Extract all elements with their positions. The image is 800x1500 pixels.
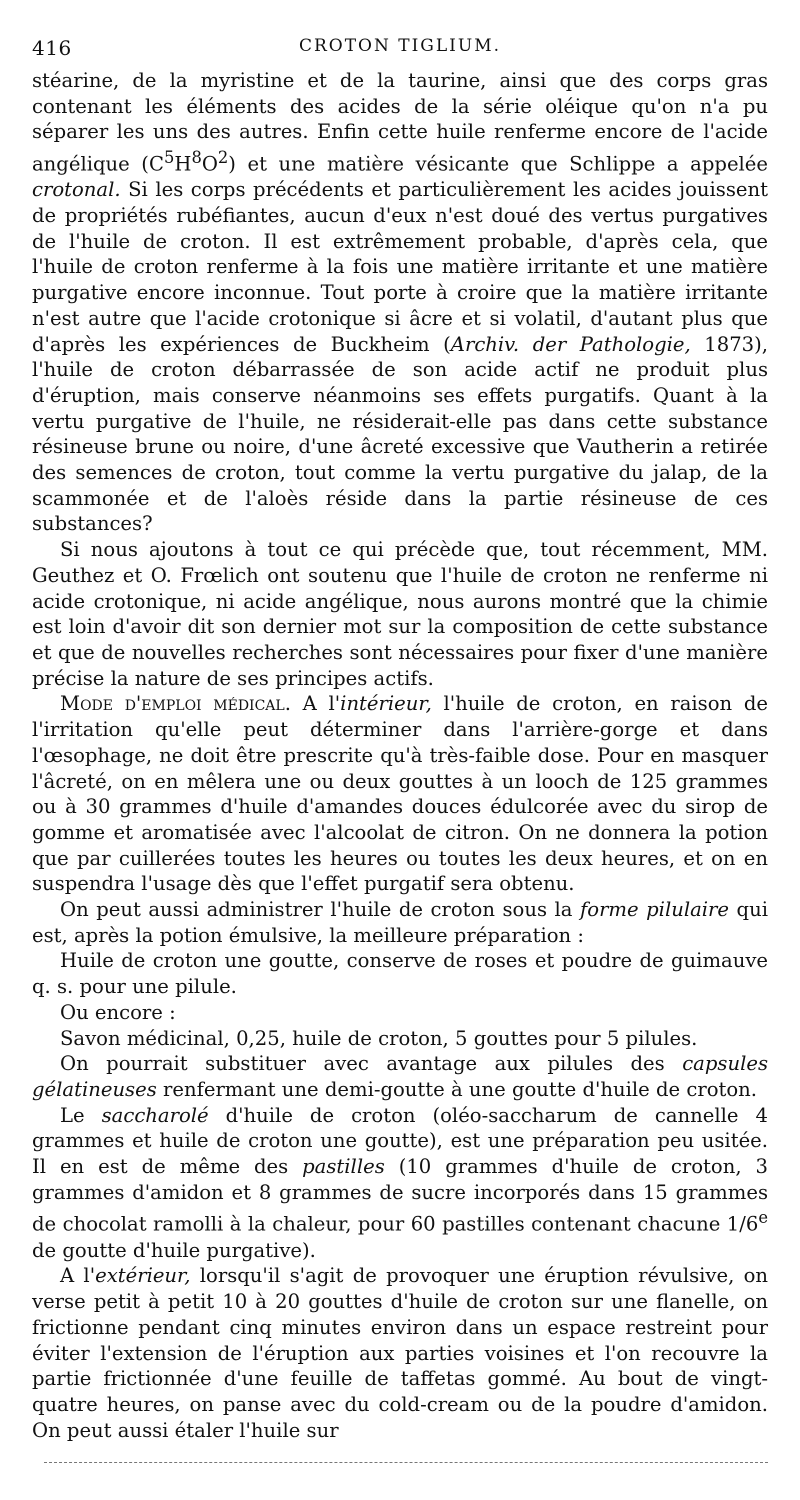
paragraph-10: A l'extérieur, lorsqu'il s'agit de provoquer une éruption révulsive, on verse petit à petit 10 à 20 gouttes d'huile de croton sur une flanelle, on frictionne pendant cinq minutes environ dans un espace restreint pour éviter l'extension de l'éruption aux parties voisines et l'on recouvre la partie frictionnée d'une feuille de taffetas gommé. Au bout de vingt-quatre heures, on panse avec du cold-cream ou de la poudre d'amidon. On peut aussi étaler l'huile sur xyxy=(32,1264,769,1442)
paragraph-3: Mode d'emploi médical. A l'intérieur, l'huile de croton, en raison de l'irritation qu'elle peut déterminer dans l'arrière-gorge et dans l'œsophage, ne doit être prescrite qu'à très-faible dose. Pour en masquer l'âcreté, on en mêlera une ou deux gouttes à un looch de 125 grammes ou à 30 grammes d'huile d'amandes douces édulcorée avec du sirop de gomme et aromatisée avec l'alcoolat de citron. On ne donnera la potion que par cuillerées toutes les heures ou toutes les deux heures, et on en suspendra l'usage dès que l'effet purgatif sera obtenu. xyxy=(32,692,768,896)
paragraph-9: Le saccharolé d'huile de croton (oléo-saccharum de cannelle 4 grammes et huile de croton une goutte), est une préparation peu usitée. Il en est de même des pastilles (10 grammes d'huile de croton, 3 grammes d'amidon et 8 grammes de sucre incorporés dans 15 grammes de chocolat ramolli à la chaleur, pour 60 pastilles contenant chacune 1/6e de goutte d'huile purgative). xyxy=(32,1103,768,1262)
running-title: CROTON TIGLIUM. xyxy=(298,36,502,56)
paragraph-1: stéarine, de la myristine et de la taurine, ainsi que des corps gras contenant les éléments des acides de la série oléique qu'on n'a pu séparer les uns des autres. Enfin cette huile renferme encore de l'acide angélique $(C^5H^8O^2)$ et une matière vésicante que Schlippe a appelée crotonal. Si les corps précédents et particulièrement les acides jouissent de propriétés rubéfiantes, aucun d'eux n'est doué des vertus purgatives de l'huile de croton. Il est extrêmement probable, d'après cela, que l'huile de croton renferme à la fois une matière irritante et une matière purgative encore inconnue. Tout porte à croire que la matière irritante n'est autre que l'acide crotonique si âcre et si volatil, d'autant plus que d'après les expériences de Buckheim (Archiv. der Pathologie, 1873), l'huile de croton débarrassée de son acide actif ne produit plus d'éruption, mais conserve néanmoins ses effets purgatifs. Quant à la vertu purgative de l'huile, ne résiderait-elle pas dans cette substance résineuse brune ou noire, d'une âcreté excessive que Vautherin a retirée des semences de croton, tout comme la vertu purgative du jalap, de la scammonée et de l'aloès réside dans la partie résineuse de ces substances? xyxy=(32,69,769,536)
body-text xyxy=(32,68,768,1443)
paragraph-2: Si nous ajoutons à tout ce qui précède que, tout récemment, MM. Geuthez et O. Frœlich ont soutenu que l'huile de croton ne renferme ni acide crotonique, ni acide angélique, nous aurons montré que la chimie est loin d'avoir dit son dernier mot sur la composition de cette substance et que de nouvelles recherches sont nécessaires pour fixer d'une manière précise la nature de ses principes actifs. xyxy=(32,538,768,690)
section-heading: Mode d'emploi médical. xyxy=(60,692,291,716)
page-number: 416 xyxy=(32,36,72,60)
paragraph-6: Ou encore : xyxy=(60,1000,176,1024)
paragraph-4: On peut aussi administrer l'huile de croton sous la forme pilulaire qui est, après la potion émulsive, la meilleure préparation : xyxy=(32,898,768,947)
bleed-through-rule xyxy=(44,1462,768,1463)
page-header xyxy=(32,30,768,68)
formula-1: Huile de croton une goutte, conserve de roses et poudre de guimauve q. s. pour une pilule. xyxy=(32,949,768,999)
paragraph-8: On pourrait substituer avec avantage aux pilules des capsules gélatineuses renfermant une demi-goutte à une goutte d'huile de croton. xyxy=(32,1052,768,1101)
formula-2: Savon médicinal, 0,25, huile de croton, 5 gouttes pour 5 pilules. xyxy=(60,1026,698,1050)
